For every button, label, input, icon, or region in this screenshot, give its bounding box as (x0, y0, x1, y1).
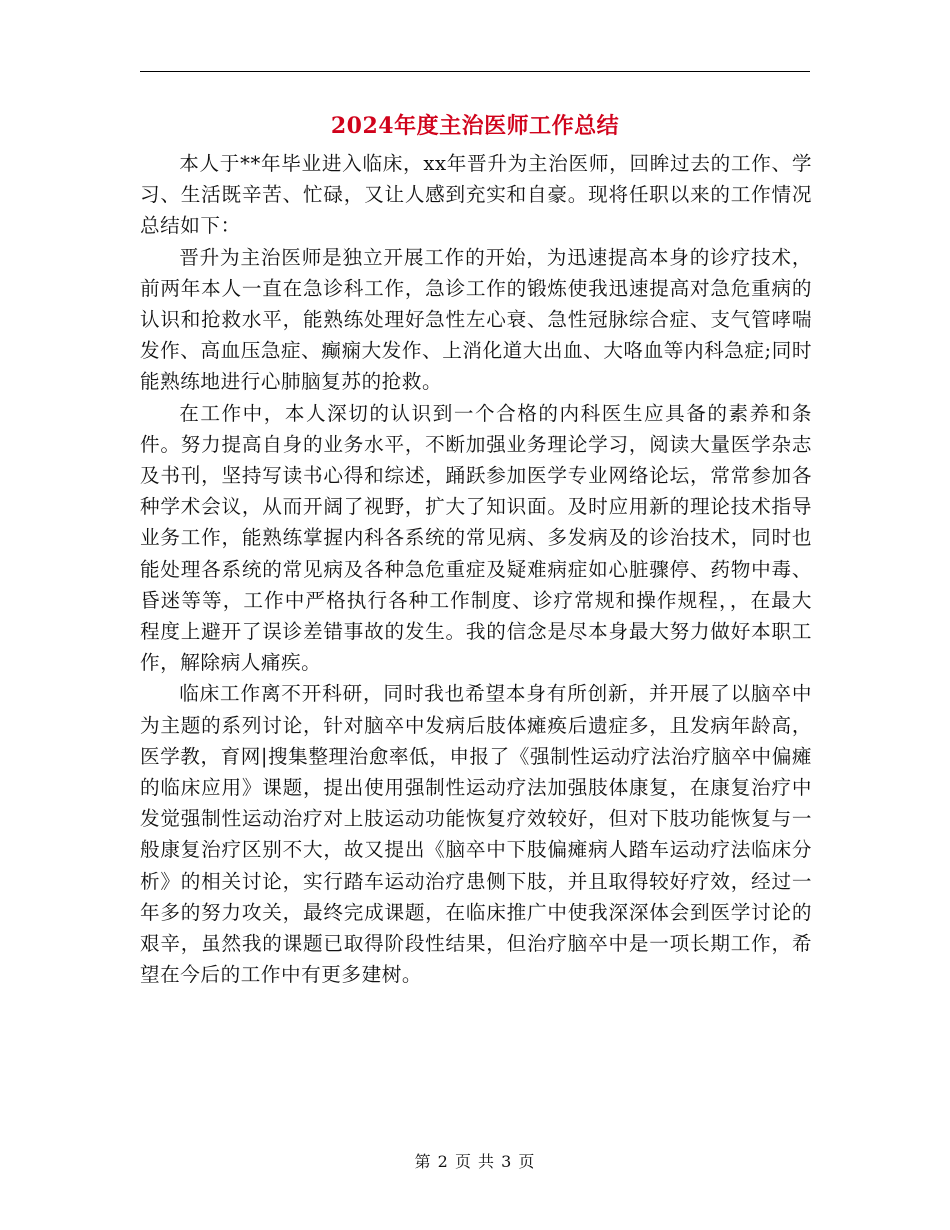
page-footer (0, 1151, 950, 1173)
page-number: 第 2 页 共 3 页 (414, 1152, 536, 1171)
header-rule (140, 71, 810, 72)
paragraph-research: 临床工作离不开科研，同时我也希望本身有所创新，并开展了以脑卒中为主题的系列讨论，针对脑卒中发病后肢体瘫痪后遗症多，且发病年龄高，医学教，育网|搜集整理治愈率低，申报了《强制性运动疗法治疗脑卒中偏瘫的临床应用》课题，提出使用强制性运动疗法加强肢体康复，在康复治疗中发觉强制性运动治疗对上肢运动功能恢复疗效较好，但对下肢功能恢复与一般康复治疗区别不大，故又提出《脑卒中下肢偏瘫病人踏车运动疗法临床分析》的相关讨论，实行踏车运动治疗患侧下肢，并且取得较好疗效，经过一年多的努力攻关，最终完成课题，在临床推广中使我深深体会到医学讨论的艰辛，虽然我的课题已取得阶段性结果，但治疗脑卒中是一项长期工作，希望在今后的工作中有更多建树。 (140, 682, 812, 987)
paragraph-professional-growth: 在工作中，本人深切的认识到一个合格的内科医生应具备的素养和条件。努力提高自身的业务水平，不断加强业务理论学习，阅读大量医学杂志及书刊，坚持写读书心得和综述，踊跃参加医学专业网络论坛，常常参加各种学术会议，从而开阔了视野，扩大了知识面。及时应用新的理论技术指导业务工作，能熟练掌握内科各系统的常见病、多发病及的诊治技术，同时也能处理各系统的常见病及各种急危重症及疑难病症如心脏骤停、药物中毒、昏迷等等，工作中严格执行各种工作制度、诊疗常规和操作规程，，在最大程度上避开了误诊差错事故的发生。我的信念是尽本身最大努力做好本职工作，解除病人痛疾。 (140, 401, 812, 675)
document-body (140, 148, 812, 990)
paragraph-intro: 本人于**年毕业进入临床，xx年晋升为主治医师，回眸过去的工作、学习、生活既辛苦、忙碌，又让人感到充实和自豪。现将任职以来的工作情况总结如下： (140, 152, 812, 238)
document-title: 2024年度主治医师工作总结 (330, 113, 620, 139)
paragraph-emergency-work: 晋升为主治医师是独立开展工作的开始，为迅速提高本身的诊疗技术，前两年本人一直在急诊科工作，急诊工作的锻炼使我迅速提高对急危重病的认识和抢救水平，能熟练处理好急性左心衰、急性冠脉综合症、支气管哮喘发作、高血压急症、癫痫大发作、上消化道大出血、大咯血等内科急症;同时能熟练地进行心肺脑复苏的抢救。 (140, 245, 812, 394)
